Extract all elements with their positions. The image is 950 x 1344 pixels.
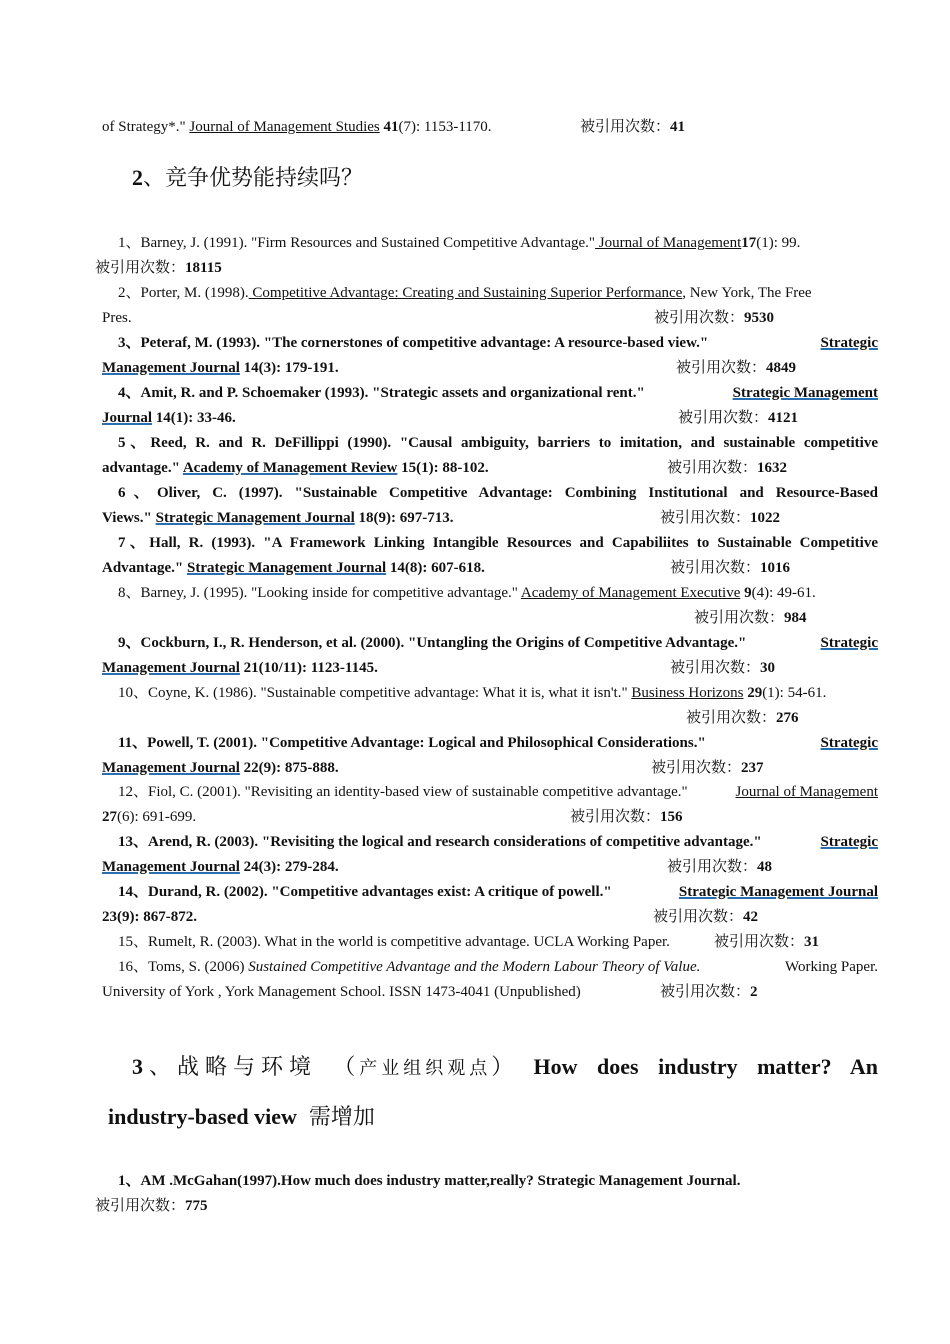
citation-count: 被引用次数：48: [667, 859, 773, 875]
reference-item: 1、Barney, J. (1991). "Firm Resources and Sustained Competitive Advantage." Journal of Management17(1): 99.: [118, 235, 801, 251]
reference-line-2: Advantage." Strategic Management Journal 14(8): 607-618.: [102, 560, 485, 576]
reference-item: 2、Porter, M. (1998). Competitive Advantage: Creating and Sustaining Superior Performance, New York, The Free: [118, 285, 812, 301]
reference-line-2: advantage." Academy of Management Review 15(1): 88-102.: [102, 460, 489, 476]
reference-line-2: Management Journal 24(3): 279-284.: [102, 859, 339, 875]
reference-line-2: University of York , York Management School. ISSN 1473-4041 (Unpublished): [102, 984, 581, 1000]
citation-count: 被引用次数：31: [714, 934, 820, 950]
reference-item: 9、Cockburn, I., R. Henderson, et al. (2000). "Untangling the Origins of Competitive Advantage." Strategic: [118, 635, 878, 651]
reference-item: 13、Arend, R. (2003). "Revisiting the logical and research considerations of competitive advantage." Strategic: [118, 834, 878, 850]
reference-line-2: Management Journal 22(9): 875-888.: [102, 760, 339, 776]
reference-line-2: 27(6): 691-699.: [102, 809, 197, 825]
reference-line-2: Management Journal 14(3): 179-191.: [102, 360, 339, 376]
citation-count: 被引用次数：41: [580, 119, 686, 135]
reference-line-2: Management Journal 21(10/11): 1123-1145.: [102, 660, 378, 676]
citation-count: 被引用次数：984: [694, 610, 807, 626]
reference-item: 3、Peteraf, M. (1993). "The cornerstones of competitive advantage: A resource-based view." Strategic: [118, 335, 878, 351]
citation-count: 被引用次数：775: [95, 1198, 208, 1214]
citation-count: 被引用次数：9530: [654, 310, 775, 326]
citation-count: 被引用次数：4849: [676, 360, 797, 376]
reference-item: 15、Rumelt, R. (2003). What in the world is competitive advantage. UCLA Working Paper.: [118, 934, 670, 950]
reference-item: 7、Hall, R. (1993). "A Framework Linking Intangible Resources and Capabiliites to Sustainable Competitive: [118, 535, 878, 551]
reference-item: 12、Fiol, C. (2001). "Revisiting an identity-based view of sustainable competitive advantage." Journal of Management: [118, 784, 878, 800]
top-fragment: of Strategy*." Journal of Management Studies 41(7): 1153-1170.: [102, 119, 492, 135]
reference-line-2: Views." Strategic Management Journal 18(9): 697-713.: [102, 510, 454, 526]
citation-count: 被引用次数：18115: [95, 260, 222, 276]
reference-item: 10、Coyne, K. (1986). "Sustainable competitive advantage: What it is, what it isn't." Business Horizons 29(1): 54-61.: [118, 685, 827, 701]
citation-count: 被引用次数：2: [660, 984, 758, 1000]
citation-count: 被引用次数：1632: [667, 460, 788, 476]
reference-item: 14、Durand, R. (2002). "Competitive advantages exist: A critique of powell." Strategic Management Journal: [118, 884, 878, 900]
reference-item: 5、Reed, R. and R. DeFillippi (1990). "Causal ambiguity, barriers to imitation, and sustainable competitive: [118, 435, 878, 451]
citation-count: 被引用次数：30: [670, 660, 776, 676]
citation-count: 被引用次数：1016: [670, 560, 791, 576]
citation-count: 被引用次数：1022: [660, 510, 781, 526]
citation-count: 被引用次数：42: [653, 909, 759, 925]
citation-count: 被引用次数：276: [686, 710, 799, 726]
section-3-heading-line-2: industry-based view 需增加: [108, 1104, 375, 1129]
reference-item: 6、Oliver, C. (1997). "Sustainable Competitive Advantage: Combining Institutional and Resource-Based: [118, 485, 878, 501]
reference-item: 1、AM .McGahan(1997).How much does industry matter,really? Strategic Management Journal.: [118, 1173, 741, 1189]
reference-line-2: 23(9): 867-872.: [102, 909, 197, 925]
citation-count: 被引用次数：156: [570, 809, 683, 825]
citation-count: 被引用次数：4121: [678, 410, 799, 426]
section-3-heading: 3、战略与环境 （产业组织观点） How does industry matter? An: [132, 1054, 878, 1079]
reference-item: 16、Toms, S. (2006) Sustained Competitive Advantage and the Modern Labour Theory of Value. Working Paper.: [118, 959, 878, 975]
reference-item: 11、Powell, T. (2001). "Competitive Advantage: Logical and Philosophical Considerations." Strategic: [118, 735, 878, 751]
section-2-heading: 2、竞争优势能持续吗？: [132, 165, 364, 190]
citation-count: 被引用次数：237: [651, 760, 764, 776]
reference-item: 4、Amit, R. and P. Schoemaker (1993). "Strategic assets and organizational rent." Strategic Management: [118, 385, 878, 401]
reference-line-2: Journal 14(1): 33-46.: [102, 410, 236, 426]
reference-item: 8、Barney, J. (1995). "Looking inside for competitive advantage." Academy of Management Executive 9(4): 49-61.: [118, 585, 816, 601]
journal-title: Journal of Management Studies: [189, 119, 380, 135]
reference-line-2: Pres.: [102, 310, 132, 326]
